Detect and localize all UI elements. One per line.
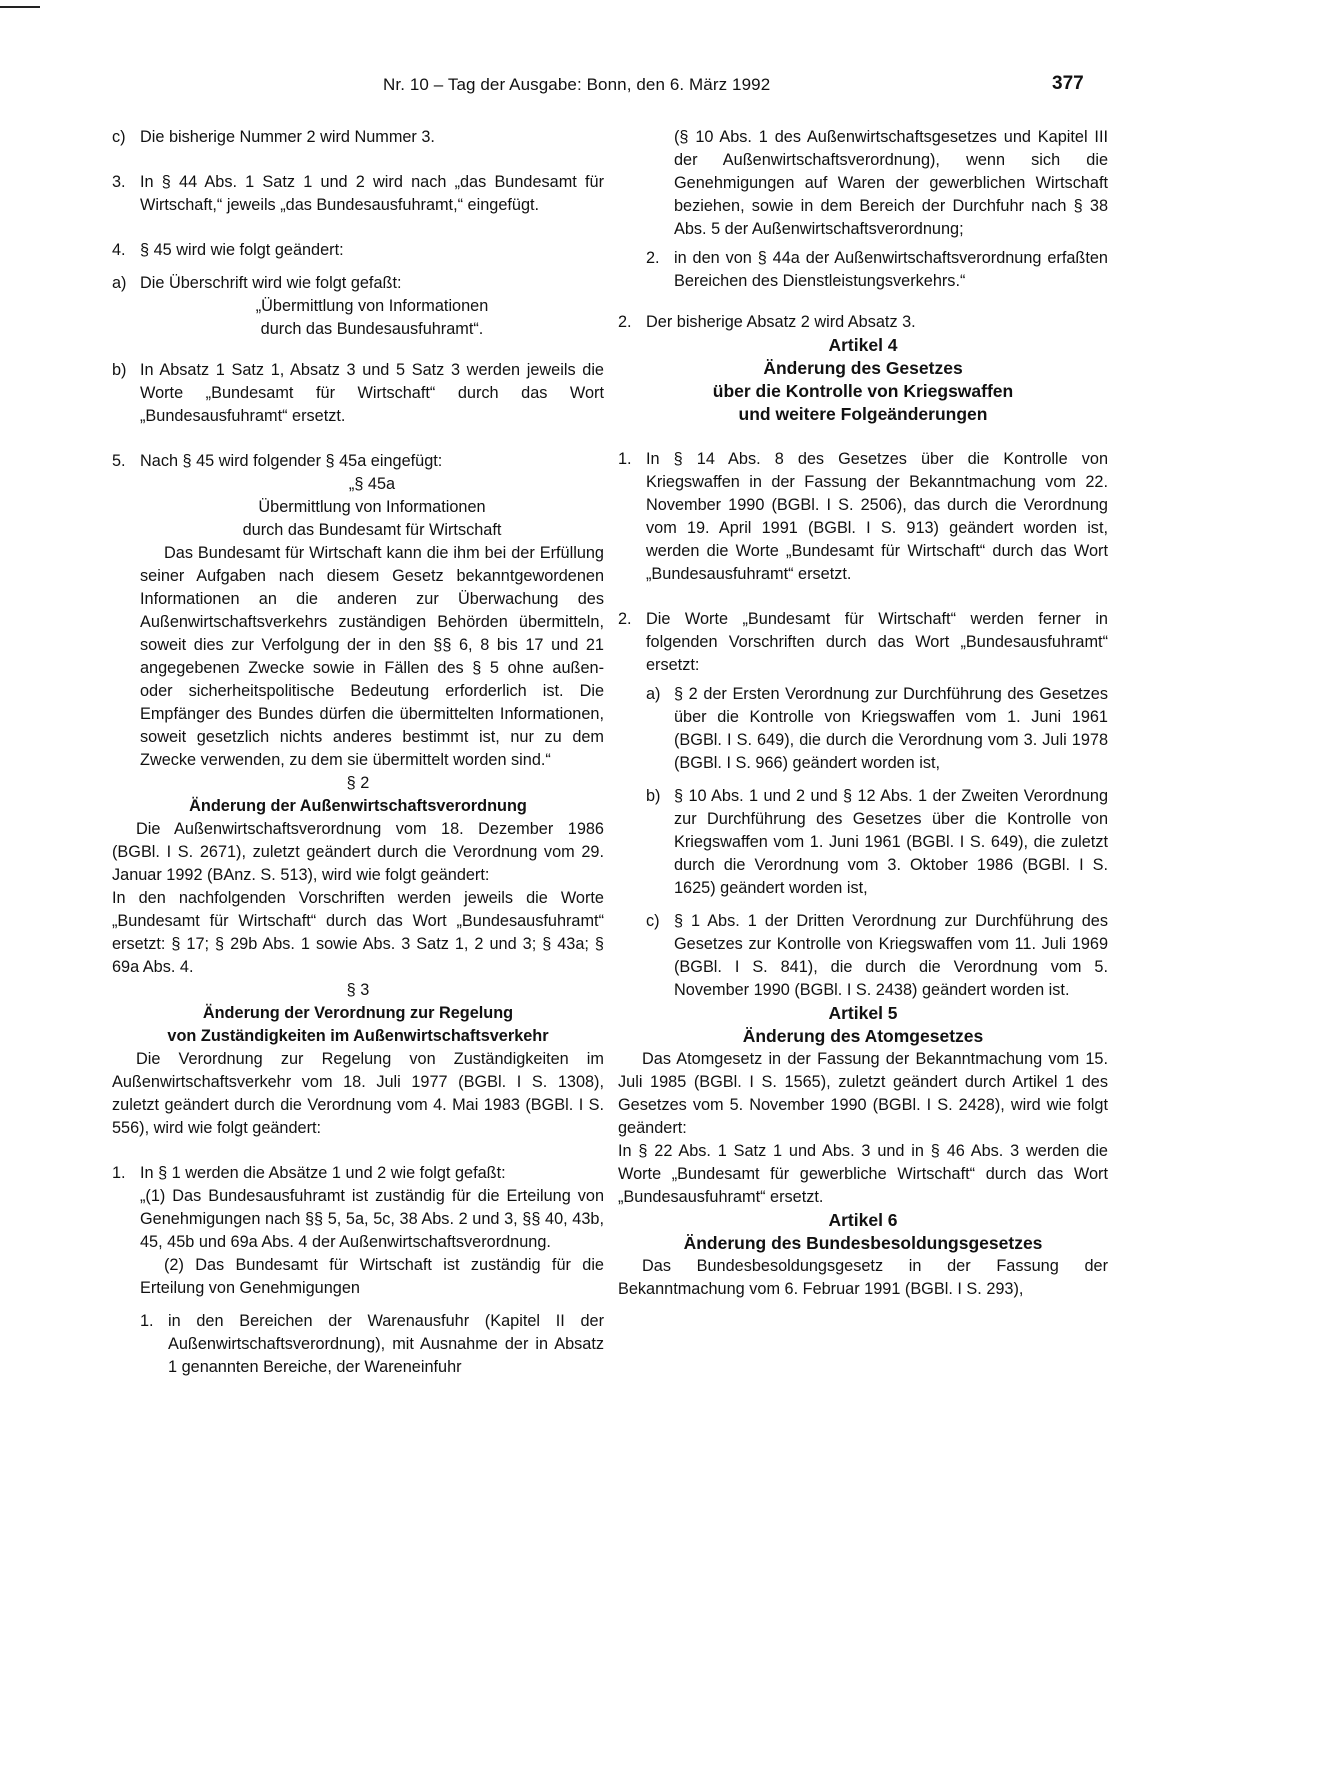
page-number: 377 (1052, 73, 1084, 94)
item-text: In Absatz 1 Satz 1, Absatz 3 und 5 Satz 3 werden jeweils die Worte „Bundesamt für Wirtschaft“ durch das Wort „Bundesausfuhramt“ ersetzt. (140, 361, 604, 425)
item-number: b) (112, 361, 127, 379)
item-number: 2. (618, 610, 632, 628)
item-number: 1. (140, 1312, 154, 1330)
quote-list-item-2 (646, 247, 1108, 293)
article-number: Artikel 6 (828, 1210, 898, 1230)
list-item-4a (112, 272, 604, 341)
page-header (0, 72, 1320, 102)
list-item-4 (112, 239, 604, 262)
list-item-2c (646, 910, 1108, 1002)
list-item-2b (646, 785, 1108, 900)
item-text: in den Bereichen der Warenausfuhr (Kapitel II der Außenwirtschaftsverordnung), mit Ausnahme der in Absatz 1 genannten Bereiche, der Wareneinfuhr (168, 1312, 604, 1376)
paragraph-heading: von Zuständigkeiten im Außenwirtschaftsverkehr (167, 1027, 549, 1045)
item-text: § 2 der Ersten Verordnung zur Durchführung des Gesetzes über die Kontrolle von Kriegswaffen vom 1. Juni 1961 (BGBl. I S. 649), die durch die Verordnung vom 3. Juli 1978 (BGBl. I S. 966) geändert worden ist, (674, 685, 1108, 772)
item-number: 1. (112, 1164, 126, 1182)
item-number: a) (112, 274, 127, 292)
item-number: 2. (646, 249, 660, 267)
item-number: b) (646, 787, 661, 805)
quote-paragraph: (2) Das Bundesamt für Wirtschaft ist zuständig für die Erteilung von Genehmigungen (140, 1256, 604, 1297)
article-title: Änderung des Atomgesetzes (742, 1026, 984, 1046)
item-number: a) (646, 685, 661, 703)
article-title: und weitere Folgeänderungen (738, 404, 988, 424)
paragraph-body: Die Verordnung zur Regelung von Zuständigkeiten im Außenwirtschaftsverkehr vom 18. Juli 1977 (BGBl. I S. 1308), zuletzt geändert durch die Verordnung vom 4. Mai 1983 (BGBl. I S. 556), wird wie folgt geändert: (112, 1050, 604, 1137)
item-text: Nach § 45 wird folgender § 45a eingefügt: (140, 452, 443, 470)
list-item-4b (112, 359, 604, 428)
item-text: § 10 Abs. 1 und 2 und § 12 Abs. 1 der Zweiten Verordnung zur Durchführung des Gesetzes über die Kontrolle von Kriegswaffen vom 1. Juni 1961 (BGBl. I S. 649), die zuletzt durch die Verordnung vom 3. Oktober 1986 (BGBl. I S. 1625) geändert worden ist, (674, 787, 1108, 897)
article-body: Das Bundesbesoldungsgesetz in der Fassung der Bekanntmachung vom 6. Februar 1991 (BGBl. I S. 293), (618, 1257, 1108, 1298)
list-item-3 (112, 171, 604, 217)
list-item-1 (618, 448, 1108, 586)
item-number: 2. (618, 313, 632, 331)
item-text: Die bisherige Nummer 2 wird Nummer 3. (140, 128, 435, 146)
item-number: 3. (112, 173, 126, 191)
continued-item (646, 126, 1108, 241)
item-text: Die Worte „Bundesamt für Wirtschaft“ werden ferner in folgenden Vorschriften durch das Wort „Bundesausfuhramt“ ersetzt: (646, 610, 1108, 674)
item-number: 1. (618, 450, 632, 468)
article-title: Änderung des Bundesbesoldungsgesetzes (683, 1233, 1043, 1253)
item-text: in den von § 44a der Außenwirtschaftsverordnung erfaßten Bereichen des Dienstleistungsverkehrs.“ (674, 249, 1108, 290)
paragraph-body: In den nachfolgenden Vorschriften werden jeweils die Worte „Bundesamt für Wirtschaft“ durch das Wort „Bundesausfuhramt“ ersetzt: § 17; § 29b Abs. 1 sowie Abs. 3 Satz 1, 2 und 3; § 43a; § 69a Abs. 4. (112, 889, 604, 976)
corner-mark (0, 6, 40, 8)
item-text: In § 1 werden die Absätze 1 und 2 wie folgt gefaßt: (140, 1164, 506, 1182)
list-item-2a (646, 683, 1108, 775)
item-number: 4. (112, 241, 126, 259)
item-text: Der bisherige Absatz 2 wird Absatz 3. (646, 313, 916, 331)
item-text: (§ 10 Abs. 1 des Außenwirtschaftsgesetzes und Kapitel III der Außenwirtschaftsverordnung), wenn sich die Genehmigungen auf Waren der gewerblichen Wirtschaft beziehen, sowie in dem Bereich der Durchfuhr nach § 38 Abs. 5 der Außenwirtschaftsverordnung; (674, 128, 1108, 238)
list-item-2 (618, 311, 1108, 334)
quote-line: „Übermittlung von Informationen (255, 297, 489, 315)
paragraph-body: Die Außenwirtschaftsverordnung vom 18. Dezember 1986 (BGBl. I S. 2671), zuletzt geändert durch die Verordnung vom 29. Januar 1992 (BAnz. S. 513), wird wie folgt geändert: (112, 820, 604, 884)
section-title: „§ 45a (348, 475, 396, 493)
issue-line: Nr. 10 – Tag der Ausgabe: Bonn, den 6. März 1992 (383, 75, 771, 94)
item-text: § 45 wird wie folgt geändert: (140, 241, 344, 259)
article-body: In § 22 Abs. 1 Satz 1 und Abs. 3 und in § 46 Abs. 3 werden die Worte „Bundesamt für gewerbliche Wirtschaft“ durch das Wort „Bundesausfuhramt“ ersetzt. (618, 1142, 1108, 1206)
left-column (112, 126, 604, 1379)
quote-paragraph: „(1) Das Bundesausfuhramt ist zuständig für die Erteilung von Genehmigungen nach §§ 5, 5a, 5c, 38 Abs. 2 und 3, §§ 40, 43b, 45, 45b und 69a Abs. 4 der Außenwirtschaftsverordnung. (140, 1187, 604, 1251)
article-title: Änderung des Gesetzes (763, 358, 963, 378)
paragraph-number: § 3 (346, 981, 370, 999)
list-item-5 (112, 450, 604, 772)
right-column (618, 126, 1108, 1301)
article-body: Das Atomgesetz in der Fassung der Bekanntmachung vom 15. Juli 1985 (BGBl. I S. 1565), zuletzt geändert durch Artikel 1 des Gesetzes vom 5. November 1990 (BGBl. I S. 2428), wird wie folgt geändert: (618, 1050, 1108, 1137)
quote-list-item-1 (140, 1310, 604, 1379)
paragraph-number: § 2 (346, 774, 370, 792)
item-number: c) (112, 128, 126, 146)
quote-line: durch das Bundesausfuhramt“. (260, 320, 484, 338)
article-number: Artikel 5 (828, 1003, 898, 1023)
item-text: § 1 Abs. 1 der Dritten Verordnung zur Durchführung des Gesetzes zur Kontrolle von Kriegswaffen vom 11. Juli 1969 (BGBl. I S. 841), die durch die Verordnung vom 5. November 1990 (BGBl. I S. 2438) geändert worden ist. (674, 912, 1108, 999)
section-heading: Übermittlung von Informationen (258, 498, 486, 516)
section-body: Das Bundesamt für Wirtschaft kann die ihm bei der Erfüllung seiner Aufgaben nach diesem Gesetz bekanntgewordenen Informationen an die anderen zur Überwachung des Außenwirtschaftsverkehrs zuständigen Behörden übermitteln, soweit dies zur Verfolgung der in den §§ 6, 8 bis 17 und 21 angegebenen Zwecke sowie in Fällen des § 5 ohne außen- oder sicherheitspolitische Bedeutung erforderlich ist. Die Empfänger des Bundes dürfen die übermittelten Informationen, soweit gesetzlich nichts anderes bestimmt ist, nur zu dem Zwecke verwenden, zu dem sie übermittelt worden sind.“ (140, 544, 604, 769)
item-number: 5. (112, 452, 126, 470)
item-text: In § 44 Abs. 1 Satz 1 und 2 wird nach „das Bundesamt für Wirtschaft,“ jeweils „das Bundesausfuhramt,“ eingefügt. (140, 173, 604, 214)
list-item-c (112, 126, 604, 149)
section-heading: durch das Bundesamt für Wirtschaft (242, 521, 502, 539)
paragraph-heading: Änderung der Verordnung zur Regelung (202, 1004, 514, 1022)
paragraph-heading: Änderung der Außenwirtschaftsverordnung (189, 797, 527, 815)
article-title: über die Kontrolle von Kriegswaffen (712, 381, 1014, 401)
article-number: Artikel 4 (828, 335, 898, 355)
item-number: c) (646, 912, 660, 930)
list-item-2 (618, 608, 1108, 1002)
item-text: Die Überschrift wird wie folgt gefaßt: (140, 274, 402, 292)
list-item-1 (112, 1162, 604, 1379)
item-text: In § 14 Abs. 8 des Gesetzes über die Kontrolle von Kriegswaffen in der Fassung der Bekanntmachung vom 22. November 1990 (BGBl. I S. 2506), das durch die Verordnung vom 19. April 1991 (BGBl. I S. 913) geändert worden ist, werden die Worte „Bundesamt für Wirtschaft“ durch das Wort „Bundesausfuhramt“ ersetzt. (646, 450, 1108, 583)
